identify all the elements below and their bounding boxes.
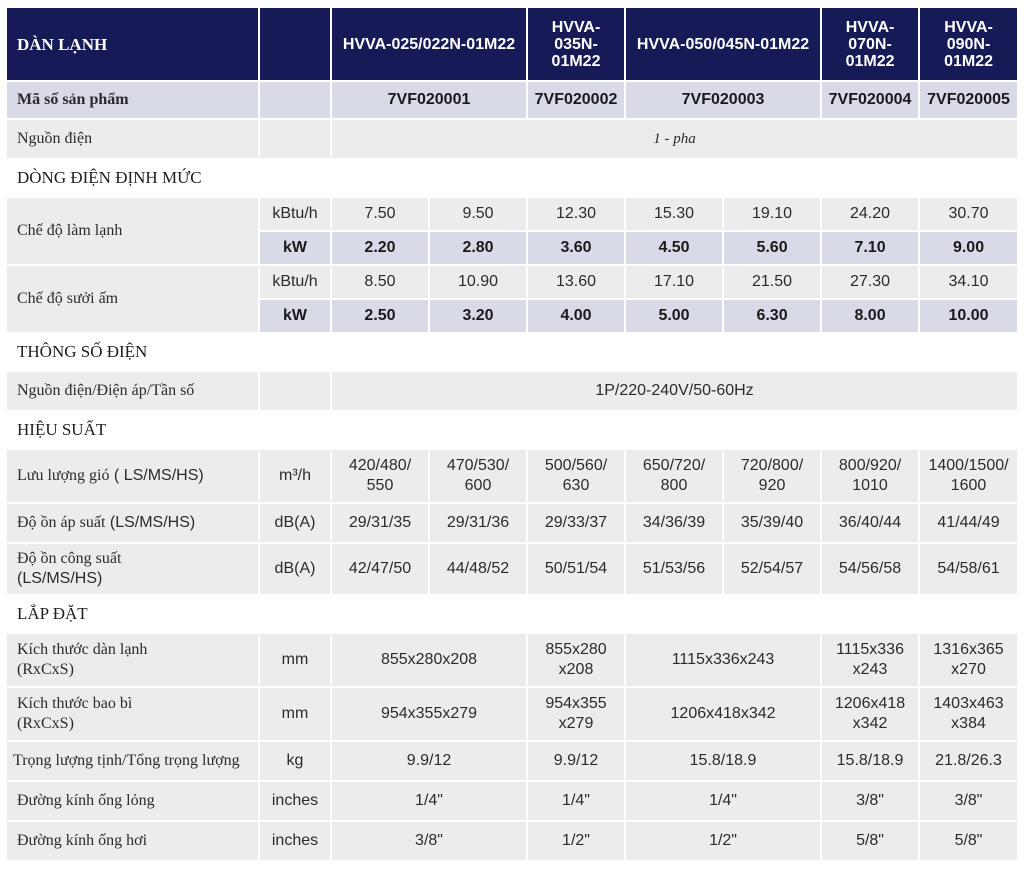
value-cell: 29/33/37 (528, 504, 624, 542)
section-title: THÔNG SỐ ĐIỆN (7, 334, 1017, 370)
value-cell: 800/920/ 1010 (822, 450, 918, 502)
unit-cell: kBtu/h (260, 198, 330, 230)
gas-pipe-row (7, 822, 1017, 860)
value-cell: 3/8" (332, 822, 526, 860)
value-cell: 420/480/ 550 (332, 450, 428, 502)
value-cell: 12.30 (528, 198, 624, 230)
value-cell: 1400/1500/ 1600 (920, 450, 1017, 502)
value-cell: 4.50 (626, 232, 722, 264)
value-cell: 21.8/26.3 (920, 742, 1017, 780)
value-cell: 1/4" (528, 782, 624, 820)
value-cell: 5.60 (724, 232, 820, 264)
value-cell: 8.00 (822, 300, 918, 332)
product-code: 7VF020001 (332, 82, 526, 118)
row-label: Nguồn điện/Điện áp/Tần số (7, 372, 258, 410)
label-suffix: (LS/MS/HS) (17, 570, 103, 587)
section-title: HIỆU SUẤT (7, 412, 1017, 448)
unit-cell (260, 372, 330, 410)
section-title: DÒNG ĐIỆN ĐỊNH MỨC (7, 160, 1017, 196)
noise-pressure-row (7, 504, 1017, 542)
unit-cell: kW (260, 232, 330, 264)
row-label (7, 504, 258, 542)
value-cell: 5/8" (822, 822, 918, 860)
value-cell: 2.50 (332, 300, 428, 332)
product-code: 7VF020004 (822, 82, 918, 118)
unit-cell: kBtu/h (260, 266, 330, 298)
value-cell: 9.50 (430, 198, 526, 230)
label-main: Độ ồn áp suất (17, 514, 106, 531)
liquid-pipe-row (7, 782, 1017, 820)
value-cell: 1115x336 x243 (822, 634, 918, 686)
value-cell: 42/47/50 (332, 544, 428, 594)
value-cell: 44/48/52 (430, 544, 526, 594)
value-cell: 2.80 (430, 232, 526, 264)
voltage-value: 1P/220-240V/50-60Hz (332, 372, 1017, 410)
row-label: Đường kính ống hơi (7, 822, 258, 860)
noise-power-row (7, 544, 1017, 594)
row-label (7, 688, 258, 740)
power-source-row (7, 120, 1017, 158)
value-cell: 51/53/56 (626, 544, 722, 594)
value-cell: 855x280 x208 (528, 634, 624, 686)
heating-kbtu-row (7, 266, 1017, 298)
value-cell: 1206x418x342 (626, 688, 820, 740)
value-cell: 1316x365 x270 (920, 634, 1017, 686)
value-cell: 1115x336x243 (626, 634, 820, 686)
label-sub: (RxCxS) (17, 661, 74, 678)
value-cell: 29/31/35 (332, 504, 428, 542)
value-cell: 720/800/ 920 (724, 450, 820, 502)
value-cell: 9.9/12 (332, 742, 526, 780)
value-cell: 52/54/57 (724, 544, 820, 594)
value-cell: 3/8" (822, 782, 918, 820)
value-cell: 1/2" (626, 822, 820, 860)
unit-cell (260, 82, 330, 118)
value-cell: 36/40/44 (822, 504, 918, 542)
label-main: Kích thước dàn lạnh (17, 641, 148, 658)
voltage-row (7, 372, 1017, 410)
value-cell: 3/8" (920, 782, 1017, 820)
value-cell: 13.60 (528, 266, 624, 298)
value-cell: 470/530/ 600 (430, 450, 526, 502)
unit-cell: dB(A) (260, 544, 330, 594)
value-cell: 9.00 (920, 232, 1017, 264)
value-cell: 3.60 (528, 232, 624, 264)
unit-cell: mm (260, 688, 330, 740)
value-cell: 10.00 (920, 300, 1017, 332)
value-cell: 34.10 (920, 266, 1017, 298)
value-cell: 24.20 (822, 198, 918, 230)
value-cell: 19.10 (724, 198, 820, 230)
value-cell: 21.50 (724, 266, 820, 298)
label-main: Kích thước bao bì (17, 695, 133, 712)
row-label (7, 450, 258, 502)
value-cell: 1403x463 x384 (920, 688, 1017, 740)
airflow-row (7, 450, 1017, 502)
product-code: 7VF020002 (528, 82, 624, 118)
product-code: 7VF020003 (626, 82, 820, 118)
value-cell: 9.9/12 (528, 742, 624, 780)
value-cell: 4.00 (528, 300, 624, 332)
value-cell: 15.8/18.9 (822, 742, 918, 780)
unit-dimension-row (7, 634, 1017, 686)
model-header: HVVA-090N-01M22 (920, 8, 1017, 80)
unit-cell: m³/h (260, 450, 330, 502)
unit-cell: mm (260, 634, 330, 686)
value-cell: 34/36/39 (626, 504, 722, 542)
phase-value: 1 - pha (332, 120, 1017, 158)
value-cell: 17.10 (626, 266, 722, 298)
label-sub: (RxCxS) (17, 715, 74, 732)
header-unit-cell (260, 8, 330, 80)
value-cell: 1206x418 x342 (822, 688, 918, 740)
value-cell: 7.50 (332, 198, 428, 230)
label-main: Lưu lượng gió (17, 467, 110, 484)
value-cell: 30.70 (920, 198, 1017, 230)
table-title: DÀN LẠNH (7, 8, 258, 80)
spec-table (5, 6, 1019, 862)
header-row (7, 8, 1017, 80)
value-cell: 15.8/18.9 (626, 742, 820, 780)
value-cell: 650/720/ 800 (626, 450, 722, 502)
value-cell: 3.20 (430, 300, 526, 332)
row-label: Nguồn điện (7, 120, 258, 158)
label-main: Độ ồn công suất (17, 550, 122, 567)
value-cell: 6.30 (724, 300, 820, 332)
model-header: HVVA-070N-01M22 (822, 8, 918, 80)
package-dimension-row (7, 688, 1017, 740)
weight-row (7, 742, 1017, 780)
row-label: Mã số sản phẩm (7, 82, 258, 118)
unit-cell: kW (260, 300, 330, 332)
cooling-kbtu-row (7, 198, 1017, 230)
unit-cell: kg (260, 742, 330, 780)
value-cell: 1/2" (528, 822, 624, 860)
row-label: Trọng lượng tịnh/Tổng trọng lượng (7, 742, 258, 780)
value-cell: 35/39/40 (724, 504, 820, 542)
value-cell: 1/4" (626, 782, 820, 820)
value-cell: 54/58/61 (920, 544, 1017, 594)
value-cell: 5/8" (920, 822, 1017, 860)
value-cell: 954x355 x279 (528, 688, 624, 740)
product-code: 7VF020005 (920, 82, 1017, 118)
row-label: Đường kính ống lỏng (7, 782, 258, 820)
value-cell: 15.30 (626, 198, 722, 230)
value-cell: 5.00 (626, 300, 722, 332)
unit-cell (260, 120, 330, 158)
value-cell: 41/44/49 (920, 504, 1017, 542)
unit-cell: inches (260, 782, 330, 820)
value-cell: 2.20 (332, 232, 428, 264)
row-label: Chế độ sưởi ấm (7, 266, 258, 332)
value-cell: 8.50 (332, 266, 428, 298)
row-label: Chế độ làm lạnh (7, 198, 258, 264)
product-code-row (7, 82, 1017, 118)
model-header: HVVA-035N-01M22 (528, 8, 624, 80)
label-suffix: ( LS/MS/HS) (109, 467, 204, 484)
label-suffix: (LS/MS/HS) (105, 514, 196, 531)
section-rated-current (7, 160, 1017, 196)
unit-cell: inches (260, 822, 330, 860)
value-cell: 54/56/58 (822, 544, 918, 594)
row-label (7, 544, 258, 594)
value-cell: 1/4" (332, 782, 526, 820)
model-header: HVVA-050/045N-01M22 (626, 8, 820, 80)
section-performance (7, 412, 1017, 448)
section-installation (7, 596, 1017, 632)
value-cell: 10.90 (430, 266, 526, 298)
section-electrical (7, 334, 1017, 370)
row-label (7, 634, 258, 686)
value-cell: 7.10 (822, 232, 918, 264)
unit-cell: dB(A) (260, 504, 330, 542)
value-cell: 500/560/ 630 (528, 450, 624, 502)
section-title: LẮP ĐẶT (7, 596, 1017, 632)
model-header: HVVA-025/022N-01M22 (332, 8, 526, 80)
value-cell: 954x355x279 (332, 688, 526, 740)
value-cell: 50/51/54 (528, 544, 624, 594)
value-cell: 855x280x208 (332, 634, 526, 686)
value-cell: 27.30 (822, 266, 918, 298)
value-cell: 29/31/36 (430, 504, 526, 542)
